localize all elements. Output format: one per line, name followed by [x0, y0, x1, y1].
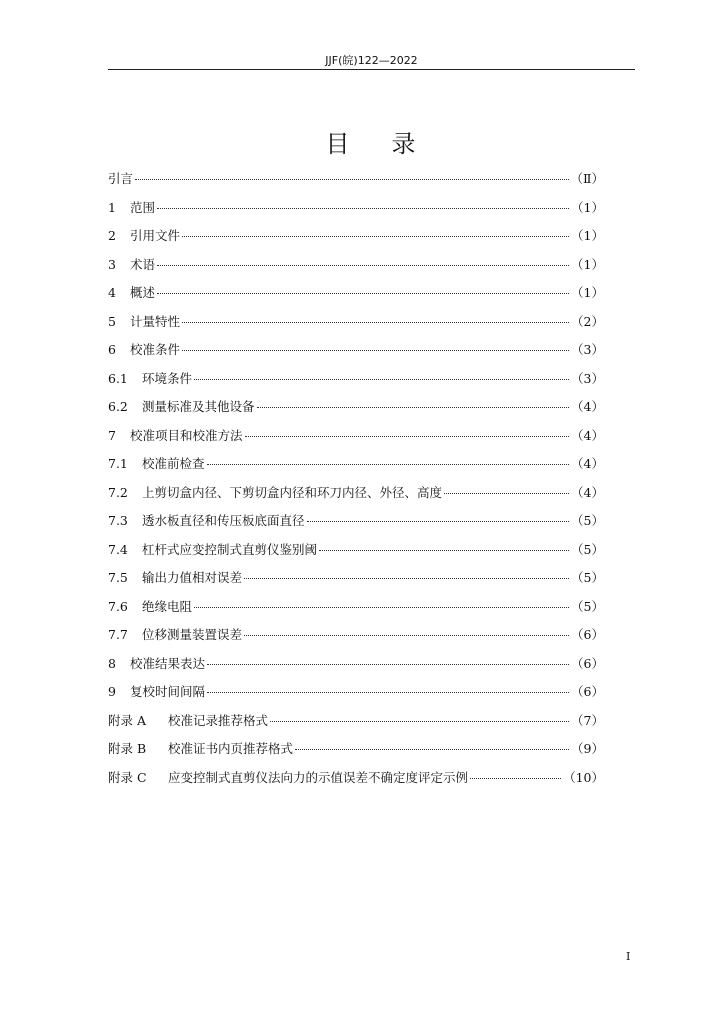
page-title [108, 124, 635, 159]
toc-entry-label: 校准项目和校准方法 [130, 427, 243, 443]
toc-entry-label: 校准条件 [130, 342, 181, 357]
toc-dot-leader [182, 321, 569, 323]
toc-dot-leader [135, 178, 568, 180]
toc-entry-label: 概述 [130, 285, 156, 300]
toc-entry[interactable] [108, 507, 604, 536]
toc-dot-leader [244, 577, 569, 579]
toc-entry-label: 杠杆式应变控制式直剪仪鉴别阈 [142, 541, 318, 557]
toc-entry-number: 9 [108, 684, 116, 699]
toc-entry-page: （6） [571, 655, 604, 671]
toc-entry-number: 7.4 [108, 541, 128, 557]
toc-entry-page: （4） [571, 484, 604, 500]
toc-entry-page: （9） [571, 741, 604, 756]
toc-entry-page: （1） [571, 199, 604, 215]
toc-entry-page: （Ⅱ） [570, 171, 604, 186]
toc-entry-number: 附录 C [108, 769, 147, 785]
toc-entry-label: 应变控制式直剪仪法向力的示值误差不确定度评定示例 [168, 769, 469, 785]
toc-entry[interactable] [108, 450, 604, 479]
toc-entry-label: 校准证书内页推荐格式 [168, 741, 294, 756]
toc-entry-label: 透水板直径和传压板底面直径 [142, 513, 305, 528]
toc-entry-number: 6 [108, 342, 116, 357]
toc-entry-number: 6.2 [108, 399, 128, 414]
title-char-1: 目 [325, 130, 352, 158]
toc-entry-number: 7.7 [108, 627, 128, 642]
toc-entry-label: 引言 [108, 171, 134, 186]
page-number: I [626, 950, 631, 963]
toc-entry-page: （5） [571, 513, 604, 528]
toc-dot-leader [307, 520, 570, 522]
toc-dot-leader [194, 606, 569, 608]
toc-entry-page: （4） [571, 427, 604, 443]
toc-entry-label: 计量特性 [130, 313, 181, 329]
toc-dot-leader [295, 748, 569, 750]
toc-entry-number: 8 [108, 655, 116, 671]
toc-entry-label: 测量标准及其他设备 [142, 399, 255, 414]
toc-entry-label: 绝缘电阻 [142, 598, 193, 614]
toc-dot-leader [444, 492, 569, 494]
toc-dot-leader [182, 235, 569, 237]
toc-entry[interactable] [108, 222, 604, 251]
toc-entry-number: 附录 B [108, 741, 147, 756]
toc-entry-label: 环境条件 [142, 370, 193, 386]
toc-entry[interactable] [108, 251, 604, 280]
toc-entry[interactable] [108, 564, 604, 593]
toc-dot-leader [157, 292, 569, 294]
toc-dot-leader [470, 777, 561, 779]
table-of-contents [108, 165, 604, 792]
toc-entry-number: 7 [108, 427, 116, 443]
toc-entry-page: （1） [571, 285, 604, 300]
toc-entry-number: 4 [108, 285, 116, 300]
toc-entry[interactable] [108, 536, 604, 565]
toc-entry[interactable] [108, 279, 604, 308]
toc-entry[interactable] [108, 165, 604, 194]
toc-entry-label: 校准记录推荐格式 [168, 712, 269, 728]
toc-entry-page: （1） [571, 228, 604, 243]
toc-entry-page: （10） [563, 769, 604, 785]
toc-entry-page: （3） [571, 342, 604, 357]
toc-entry-number: 6.1 [108, 370, 128, 386]
toc-dot-leader [182, 349, 569, 351]
toc-entry[interactable] [108, 393, 604, 422]
toc-entry-page: （5） [571, 570, 604, 585]
toc-entry-page: （4） [571, 399, 604, 414]
toc-entry-page: （7） [571, 712, 604, 728]
toc-entry-label: 术语 [130, 256, 156, 272]
toc-entry-page: （6） [571, 627, 604, 642]
toc-entry-number: 3 [108, 256, 116, 272]
title-char-2: 录 [391, 130, 418, 158]
toc-entry-label: 校准结果表达 [130, 655, 206, 671]
toc-dot-leader [194, 378, 569, 380]
toc-entry-label: 输出力值相对误差 [142, 570, 243, 585]
toc-entry-number: 7.5 [108, 570, 128, 585]
toc-dot-leader [257, 406, 570, 408]
toc-dot-leader [244, 634, 569, 636]
toc-entry[interactable] [108, 479, 604, 508]
toc-entry-page: （3） [571, 370, 604, 386]
toc-entry-number: 5 [108, 313, 116, 329]
running-header: JJF(皖)122—2022 [325, 54, 418, 67]
toc-dot-leader [270, 720, 569, 722]
toc-dot-leader [157, 207, 569, 209]
toc-entry-number: 2 [108, 228, 116, 243]
toc-dot-leader [207, 691, 569, 693]
toc-entry[interactable] [108, 650, 604, 679]
toc-entry-page: （2） [571, 313, 604, 329]
toc-entry-label: 位移测量装置误差 [142, 627, 243, 642]
toc-entry-label: 复校时间间隔 [130, 684, 206, 699]
toc-entry[interactable] [108, 194, 604, 223]
toc-dot-leader [245, 435, 570, 437]
toc-entry-page: （1） [571, 256, 604, 272]
toc-dot-leader [319, 549, 569, 551]
toc-entry-number: 7.3 [108, 513, 128, 528]
header-rule [108, 69, 635, 70]
toc-entry-page: （4） [571, 456, 604, 471]
toc-entry[interactable] [108, 621, 604, 650]
toc-entry-label: 上剪切盒内径、下剪切盒内径和环刀内径、外径、高度 [142, 484, 443, 500]
toc-entry-page: （5） [571, 541, 604, 557]
toc-entry[interactable] [108, 735, 604, 764]
toc-entry-number: 7.6 [108, 598, 128, 614]
toc-entry[interactable] [108, 422, 604, 451]
toc-entry[interactable] [108, 593, 604, 622]
toc-entry[interactable] [108, 336, 604, 365]
toc-entry[interactable] [108, 678, 604, 707]
toc-entry[interactable] [108, 707, 604, 736]
toc-entry[interactable] [108, 764, 604, 793]
toc-entry-label: 校准前检查 [142, 456, 205, 471]
toc-entry-page: （6） [571, 684, 604, 699]
toc-dot-leader [157, 264, 569, 266]
toc-entry-label: 范围 [130, 199, 156, 215]
toc-entry-page: （5） [571, 598, 604, 614]
toc-entry[interactable] [108, 308, 604, 337]
toc-entry-number: 附录 A [108, 712, 147, 728]
toc-entry-number: 7.2 [108, 484, 128, 500]
toc-dot-leader [207, 463, 570, 465]
toc-dot-leader [207, 663, 569, 665]
toc-entry-number: 1 [108, 199, 116, 215]
toc-entry-number: 7.1 [108, 456, 128, 471]
toc-entry[interactable] [108, 365, 604, 394]
toc-entry-label: 引用文件 [130, 228, 181, 243]
